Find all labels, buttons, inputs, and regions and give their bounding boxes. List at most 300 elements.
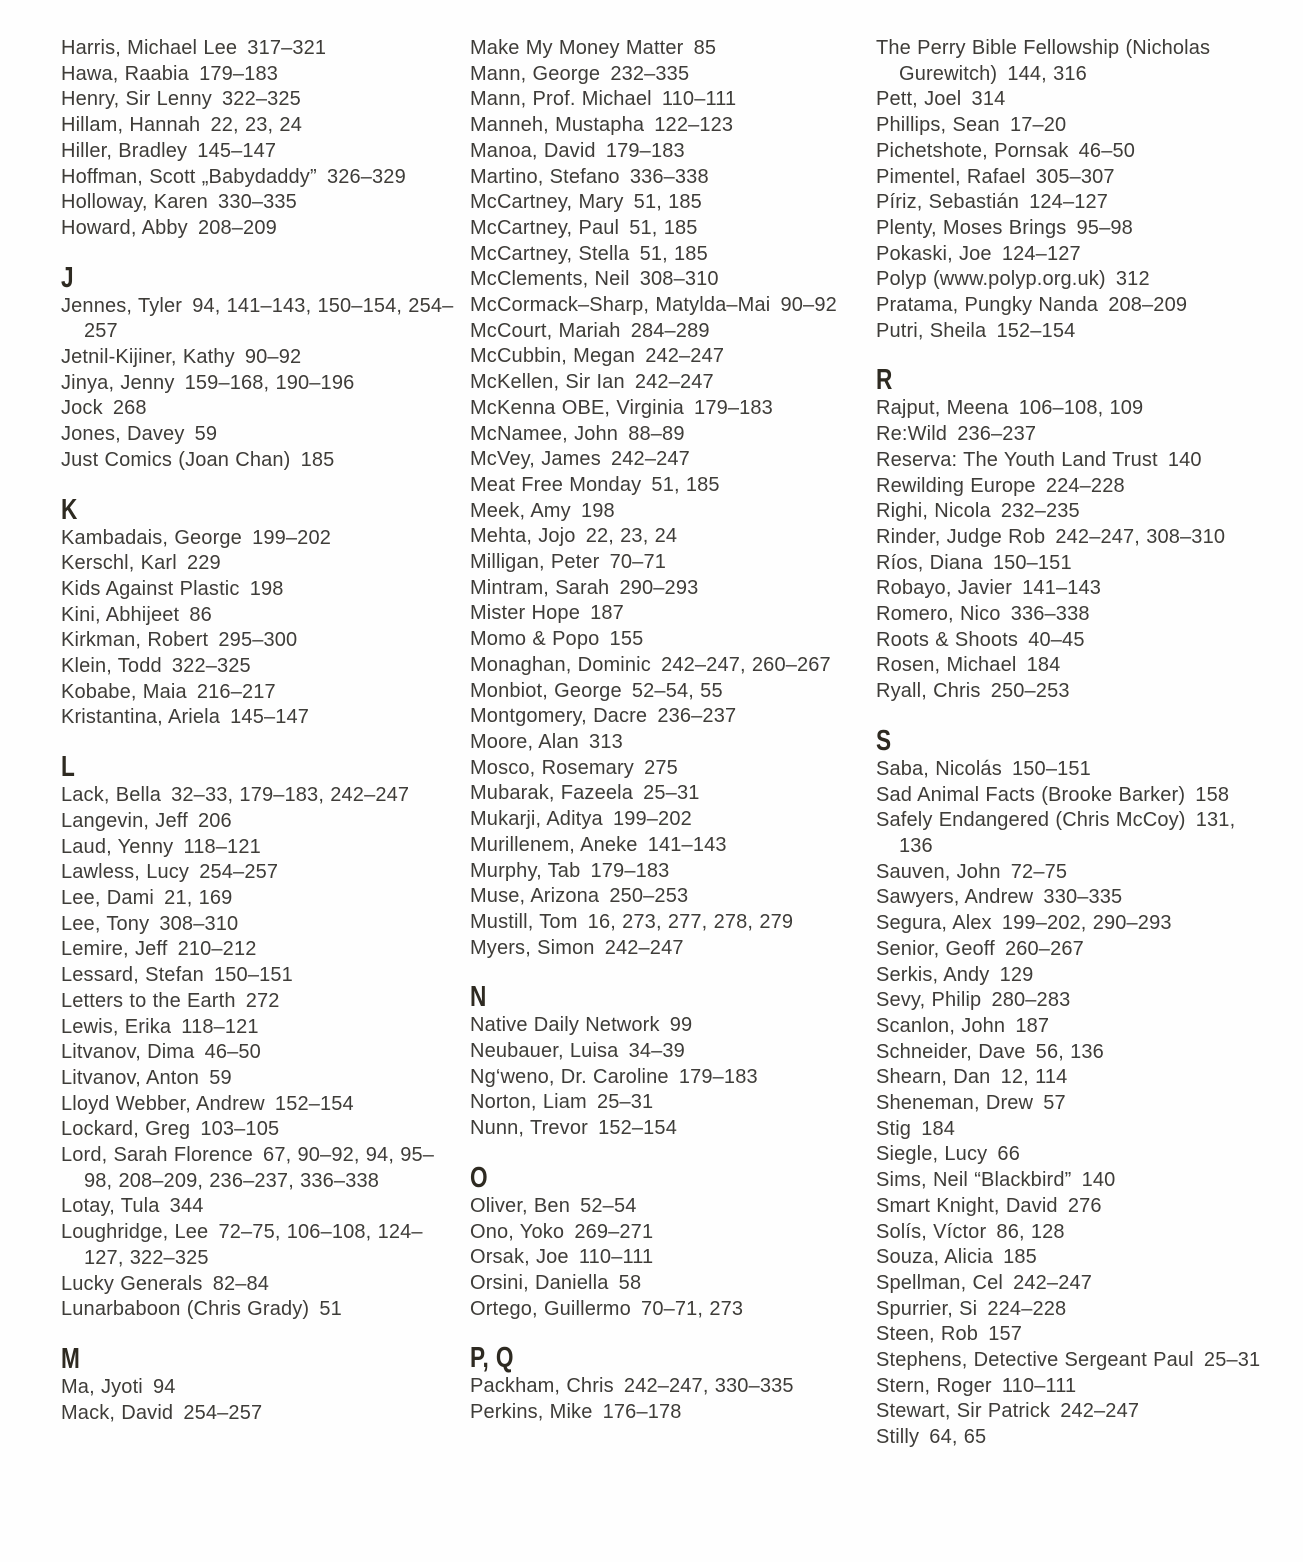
entry-name: Mann, Prof. Michael (470, 88, 652, 111)
index-entry (876, 1220, 1274, 1246)
entry-gap (981, 989, 991, 1011)
entry-pages: 103–105 (200, 1118, 280, 1141)
index-entry (876, 139, 1274, 165)
entry-name: Make My Money Matter (470, 37, 684, 59)
index-entry (470, 1245, 868, 1271)
entry-name: Mustill, Tom (470, 910, 578, 933)
index-entry (876, 1065, 1274, 1091)
index-entry (61, 835, 459, 861)
index-entry (876, 267, 1274, 293)
entry-gap (1019, 191, 1029, 213)
entry-gap (987, 1143, 997, 1165)
entry-gap (618, 423, 628, 445)
entry-name: Reserva: The Youth Land Trust (876, 448, 1158, 471)
index-entry (876, 293, 1274, 319)
index-entry (470, 165, 868, 191)
entry-gap (633, 782, 643, 804)
entry-gap (1185, 784, 1195, 806)
index-entry (470, 293, 868, 319)
entry-gap (981, 680, 991, 702)
entry-pages: 232–235 (1000, 500, 1080, 523)
entry-gap (179, 604, 189, 626)
entry-name: Steen, Rob (876, 1323, 979, 1346)
entry-pages: 51, 185 (651, 473, 720, 496)
entry-name: McVey, James (470, 448, 601, 471)
entry-gap (578, 911, 588, 933)
entry-gap (1036, 475, 1046, 497)
entry-name: Moore, Alan (470, 730, 579, 753)
entry-name: Norton, Liam (470, 1091, 587, 1114)
index-entry (61, 860, 459, 886)
entry-pages: 157 (988, 1323, 1023, 1346)
entry-pages: 330–335 (1043, 886, 1123, 909)
entry-name: Jinya, Jenny (61, 371, 175, 394)
entry-name: Sims, Neil “Blackbird” (876, 1169, 1072, 1192)
entry-gap (652, 88, 662, 110)
entry-pages: 272 (245, 989, 280, 1012)
entry-gap (187, 681, 197, 703)
entry-name: Ma, Jyoti (61, 1375, 143, 1398)
entry-gap (253, 1144, 263, 1166)
index-entry (876, 1245, 1274, 1271)
entry-gap (1186, 809, 1196, 831)
entry-pages: 330–335 (218, 191, 297, 214)
index-entry (470, 1297, 868, 1323)
index-entry (470, 524, 868, 550)
entry-gap (208, 1221, 218, 1243)
entry-name: Lord, Sarah Florence (61, 1144, 253, 1167)
entry-pages: 268 (112, 397, 147, 420)
entry-pages: 51, 185 (639, 242, 708, 265)
entry-pages: 336–338 (629, 165, 709, 188)
entry-gap (989, 964, 999, 986)
index-entry (61, 1015, 459, 1041)
entry-name: McCartney, Paul (470, 216, 620, 239)
entry-name: Milligan, Peter (470, 551, 600, 574)
index-entry (61, 1297, 459, 1323)
entry-name: Oliver, Ben (470, 1194, 570, 1217)
entry-pages: 305–307 (1035, 165, 1115, 188)
entry-name: Roots & Shoots (876, 628, 1019, 651)
entry-gap (624, 191, 634, 213)
entry-gap (919, 1426, 929, 1448)
entry-gap (149, 913, 159, 935)
index-entry (876, 319, 1274, 345)
entry-name: Lucky Generals (61, 1272, 203, 1295)
entry-gap (199, 1067, 209, 1089)
entry-pages: 57 (1043, 1092, 1066, 1115)
entry-name: Jennes, Tyler (61, 294, 183, 317)
entry-name: Langevin, Jeff (61, 809, 188, 832)
entry-pages: 51, 185 (629, 216, 698, 239)
index-entry (470, 216, 868, 242)
index-entry (61, 1194, 459, 1220)
index-entry (876, 1194, 1274, 1220)
entry-pages: 224–228 (987, 1297, 1067, 1320)
index-entry (876, 1091, 1274, 1117)
entry-pages: 242–247 (611, 448, 690, 471)
entry-name: Jones, Davey (61, 423, 185, 446)
entry-pages: 140 (1167, 448, 1202, 471)
entry-name: Mintram, Sarah (470, 576, 610, 599)
entry-pages: 254–257 (199, 861, 279, 884)
index-entry (61, 937, 459, 963)
entry-pages: 159–168, 190–196 (184, 371, 355, 394)
index-entry (61, 448, 459, 474)
entry-name: Pett, Joel (876, 88, 962, 111)
index-entry (876, 113, 1274, 139)
index-entry (61, 371, 459, 397)
entry-pages: 269–271 (574, 1220, 654, 1243)
index-entry (876, 911, 1274, 937)
entry-name: Lee, Tony (61, 912, 150, 935)
entry-pages: 187 (590, 602, 624, 625)
index-entry (61, 62, 459, 88)
entry-pages: 32–33, 179–183, 242–247 (171, 784, 410, 807)
entry-name: Lloyd Webber, Andrew (61, 1092, 265, 1115)
index-entry (876, 937, 1274, 963)
entry-name: Myers, Simon (470, 936, 595, 959)
entry-name: Manneh, Mustapha (470, 114, 645, 137)
entry-name: Plenty, Moses Brings (876, 216, 1067, 239)
index-entry (470, 1220, 868, 1246)
entry-pages: 254–257 (183, 1401, 263, 1424)
entry-pages: 141–143 (647, 833, 727, 856)
index-entry (876, 628, 1274, 654)
index-entry (876, 1297, 1274, 1323)
entry-gap (564, 1221, 574, 1243)
index-entry (61, 1220, 459, 1271)
index-entry (61, 680, 459, 706)
entry-pages: 140 (1081, 1169, 1116, 1192)
entry-gap (601, 448, 611, 470)
entry-gap (1002, 758, 1012, 780)
entry-name: Re:Wild (876, 423, 948, 446)
entry-gap (978, 1323, 988, 1345)
entry-pages: 51, 185 (633, 191, 702, 214)
entry-name: Meat Free Monday (470, 473, 642, 496)
entry-pages: 242–247 (1013, 1271, 1093, 1294)
entry-pages: 86 (189, 603, 212, 626)
index-entry (61, 705, 459, 731)
entry-name: Stern, Roger (876, 1374, 992, 1397)
entry-gap (684, 397, 694, 419)
index-entry (470, 679, 868, 705)
index-entry (61, 396, 459, 422)
section-heading-k: K (61, 493, 78, 526)
entry-pages: 86, 128 (996, 1220, 1065, 1243)
entry-name: Schneider, Dave (876, 1040, 1026, 1063)
entry-pages: 242–247 (604, 936, 684, 959)
entry-gap (190, 1118, 200, 1140)
entry-gap (634, 757, 644, 779)
entry-name: Ríos, Diana (876, 551, 983, 574)
entry-pages: 34–39 (628, 1040, 685, 1063)
entry-pages: 317–321 (247, 37, 327, 59)
index-entry (61, 886, 459, 912)
entry-name: McCartney, Stella (470, 242, 630, 265)
entry-gap (1033, 1092, 1043, 1114)
index-entry (61, 551, 459, 577)
entry-gap (173, 836, 183, 858)
entry-name: Souza, Alicia (876, 1246, 993, 1269)
entry-gap (911, 1118, 921, 1140)
entry-pages: 198 (249, 577, 284, 600)
entry-pages: 276 (1067, 1194, 1102, 1217)
entry-pages: 70–71 (609, 551, 666, 574)
entry-gap (1194, 1349, 1204, 1371)
index-entry (876, 551, 1274, 577)
index-entry (470, 859, 868, 885)
index-entry (470, 807, 868, 833)
entry-name: Laud, Yenny (61, 835, 174, 858)
entry-name: Shearn, Dan (876, 1066, 991, 1089)
entry-name: Siegle, Lucy (876, 1143, 988, 1166)
index-entry (470, 576, 868, 602)
index-entry (470, 113, 868, 139)
entry-pages: 208–209 (197, 216, 277, 239)
entry-name: Packham, Chris (470, 1375, 614, 1398)
entry-pages: 72–75, 106–108, 124–127, 322–325 (84, 1221, 423, 1269)
entry-name: Howard, Abby (61, 216, 188, 239)
entry-name: Mack, David (61, 1401, 174, 1424)
entry-pages: 144, 316 (1007, 62, 1087, 85)
entry-name: Stilly (876, 1426, 920, 1449)
index-entry (61, 36, 459, 62)
entry-pages: 206 (197, 809, 232, 832)
entry-pages: 150–151 (214, 964, 293, 987)
entry-gap (103, 397, 113, 419)
entry-gap (188, 217, 198, 239)
index-entry (470, 884, 868, 910)
entry-pages: 184 (921, 1117, 956, 1140)
entry-pages: 118–121 (183, 835, 261, 858)
entry-gap (1005, 1015, 1015, 1037)
entry-gap (208, 191, 218, 213)
entry-gap (290, 449, 300, 471)
entry-pages: 64, 65 (929, 1426, 987, 1449)
entry-name: Pimentel, Rafael (876, 165, 1026, 188)
entry-gap (1000, 114, 1010, 136)
index-entry (61, 1375, 459, 1401)
index-entry (61, 139, 459, 165)
entry-gap (1012, 577, 1022, 599)
index-entry (61, 526, 459, 552)
entry-gap (1045, 526, 1055, 548)
entry-name: Litvanov, Anton (61, 1066, 200, 1089)
entry-gap (603, 808, 613, 830)
entry-name: Scanlon, John (876, 1014, 1006, 1037)
entry-pages: 141–143 (1022, 577, 1102, 600)
entry-name: Kirkman, Robert (61, 629, 209, 652)
entry-gap (641, 474, 651, 496)
entry-pages: 275 (644, 756, 678, 779)
entry-gap (770, 294, 780, 316)
entry-gap (1069, 140, 1079, 162)
entry-gap (991, 500, 1001, 522)
entry-name: Martino, Stefano (470, 165, 620, 188)
entry-gap (977, 1298, 987, 1320)
entry-name: McKenna OBE, Virginia (470, 396, 684, 419)
index-entry (876, 1322, 1274, 1348)
entry-pages: 236–237 (957, 423, 1037, 446)
entry-name: Senior, Geoff (876, 937, 995, 960)
entry-name: Sevy, Philip (876, 989, 982, 1012)
entry-gap (167, 938, 177, 960)
index-entry (61, 1040, 459, 1066)
entry-pages: 95–98 (1076, 216, 1133, 239)
entry-pages: 145–147 (230, 706, 310, 729)
index-entry (470, 1065, 868, 1091)
entry-gap (189, 861, 199, 883)
index-entry (876, 783, 1274, 809)
entry-pages: 184 (1026, 654, 1061, 677)
index-entry (61, 113, 459, 139)
entry-pages: 250–253 (609, 885, 689, 908)
entry-gap (986, 320, 996, 342)
index-entry (470, 422, 868, 448)
index-entry (470, 319, 868, 345)
entry-pages: 110–111 (661, 88, 737, 111)
entry-name: Jock (61, 397, 103, 420)
entry-pages: 25–31 (643, 782, 700, 805)
index-entry (876, 448, 1274, 474)
entry-name: Momo & Popo (470, 628, 600, 651)
entry-gap (587, 1091, 597, 1113)
index-column-1 (61, 36, 459, 1426)
entry-pages: 179–183 (605, 139, 685, 162)
entry-gap (631, 1298, 641, 1320)
entry-pages: 210–212 (177, 938, 257, 961)
entry-name: Mubarak, Fazeela (470, 782, 633, 805)
entry-pages: 106–108, 109 (1018, 397, 1144, 420)
entry-pages: 88–89 (628, 422, 685, 445)
entry-pages: 185 (1003, 1246, 1037, 1269)
entry-gap (630, 268, 640, 290)
index-entry (470, 87, 868, 113)
entry-name: Pratama, Pungky Nanda (876, 294, 1099, 317)
entry-name: Jetnil-Kijiner, Kathy (61, 346, 235, 369)
entry-name: Kambadais, George (61, 526, 242, 549)
index-entry (876, 216, 1274, 242)
entry-pages: 110–111 (1001, 1374, 1077, 1397)
entry-gap (625, 371, 635, 393)
entry-gap (579, 731, 589, 753)
entry-pages: 110–111 (578, 1246, 654, 1269)
entry-pages: 242–247 (1060, 1400, 1140, 1423)
index-entry (61, 1092, 459, 1118)
entry-name: Spurrier, Si (876, 1297, 978, 1320)
entry-pages: 242–247 (634, 371, 714, 394)
entry-pages: 224–228 (1045, 474, 1125, 497)
entry-name: Rajput, Meena (876, 397, 1009, 420)
entry-pages: 46–50 (1078, 139, 1136, 162)
entry-pages: 176–178 (602, 1401, 682, 1424)
entry-name: Monbiot, George (470, 679, 622, 702)
entry-pages: 90–92 (244, 346, 302, 369)
entry-pages: 25–31 (1203, 1349, 1261, 1372)
entry-gap (309, 1298, 319, 1320)
entry-name: Pichetshote, Pornsak (876, 139, 1069, 162)
entry-pages: 322–325 (171, 655, 251, 678)
entry-name: Kobabe, Maia (61, 680, 187, 703)
entry-gap (571, 500, 581, 522)
entry-pages: 66 (997, 1143, 1020, 1166)
entry-pages: 313 (589, 730, 623, 753)
entry-gap (1001, 603, 1011, 625)
entry-pages: 25–31 (596, 1091, 654, 1114)
entry-name: Kini, Abhijeet (61, 603, 180, 626)
entry-name: Ng‘weno, Dr. Caroline (470, 1065, 669, 1088)
entry-name: Stephens, Detective Sergeant Paul (876, 1349, 1194, 1372)
entry-pages: 16, 273, 277, 278, 279 (587, 910, 794, 933)
entry-pages: 82–84 (212, 1272, 270, 1295)
entry-gap (595, 937, 605, 959)
entry-gap (1071, 1169, 1081, 1191)
entry-pages: 59 (194, 423, 218, 446)
entry-name: Harris, Michael Lee (61, 37, 238, 59)
entry-pages: 46–50 (204, 1041, 261, 1064)
entry-pages: 12, 114 (1000, 1066, 1068, 1089)
entry-name: Polyp (www.polyp.org.uk) (876, 268, 1106, 291)
section-heading-s: S (876, 724, 892, 757)
entry-name: Loughridge, Lee (61, 1221, 209, 1244)
entry-pages: 67, 90–92, 94, 95–98, 208–209, 236–237, 336–338 (84, 1144, 435, 1192)
entry-pages: 52–54, 55 (631, 679, 723, 702)
index-entry (61, 628, 459, 654)
index-column-2 (470, 36, 868, 1426)
entry-gap (235, 346, 245, 368)
entry-pages: 72–75 (1010, 860, 1068, 883)
entry-pages: 208–209 (1108, 294, 1188, 317)
entry-name: Lessard, Stefan (61, 964, 204, 987)
entry-name: Robayo, Javier (876, 577, 1012, 600)
entry-pages: 179–183 (590, 859, 670, 882)
index-entry (470, 704, 868, 730)
entry-name: Kristantina, Ariela (61, 706, 220, 729)
entry-name: Monaghan, Dominic (470, 653, 651, 676)
entry-name: Solís, Víctor (876, 1220, 987, 1243)
entry-gap (622, 680, 632, 702)
entry-name: Letters to the Earth (61, 989, 236, 1012)
index-entry (876, 36, 1274, 87)
index-entry (61, 1066, 459, 1092)
entry-name: Neubauer, Luisa (470, 1040, 619, 1063)
index-entry (876, 242, 1274, 268)
entry-pages: 131, 136 (899, 809, 1236, 857)
entry-gap (194, 1041, 204, 1063)
entry-name: Native Daily Network (470, 1014, 660, 1037)
entry-name: Smart Knight, David (876, 1194, 1058, 1217)
index-entry (61, 294, 459, 345)
index-entry (61, 809, 459, 835)
index-entry (470, 910, 868, 936)
entry-pages: 344 (169, 1195, 204, 1218)
entry-name: Henry, Sir Lenny (61, 88, 212, 111)
entry-name: McCormack–Sharp, Matylda–Mai (470, 294, 771, 317)
index-entry (61, 345, 459, 371)
entry-pages: 152–154 (598, 1117, 677, 1140)
index-entry (470, 833, 868, 859)
entry-gap (638, 834, 648, 856)
section-heading-o: O (470, 1161, 488, 1194)
index-entry (470, 730, 868, 756)
index-entry (61, 963, 459, 989)
entry-pages: 145–147 (197, 139, 277, 162)
entry-gap (1016, 654, 1026, 676)
entry-name: Nunn, Trevor (470, 1117, 588, 1140)
index-entry (61, 87, 459, 113)
